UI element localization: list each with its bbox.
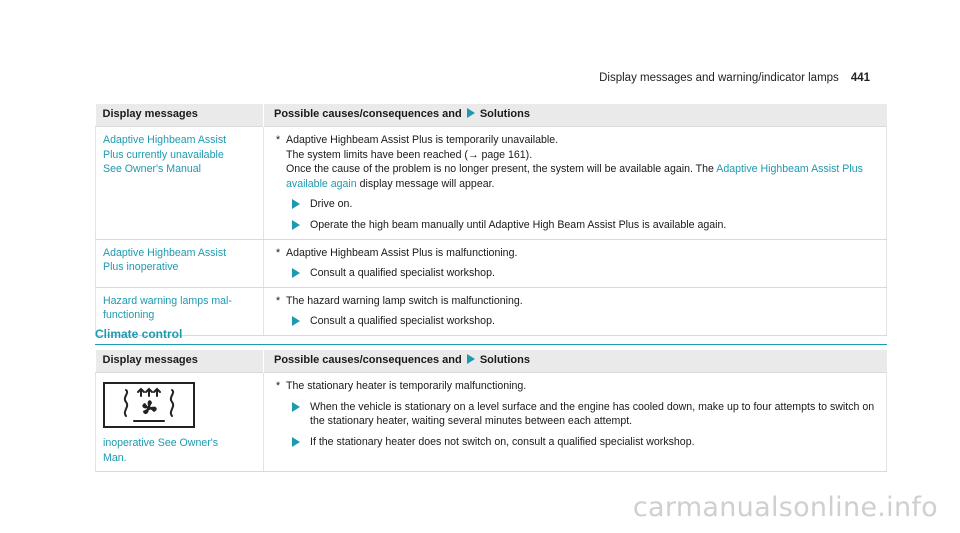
solution-step: When the vehicle is stationary on a level surface and the engine has cooled down, make up to four attempts to switch on the stationary heater, waiting several minutes between each attempt.: [276, 400, 880, 429]
column-header-messages: Display messages: [96, 350, 264, 373]
solution-step: Consult a qualified specialist workshop.: [276, 314, 880, 329]
message-line: Adaptive Highbeam Assist: [103, 134, 227, 146]
column-header-solutions-text: Solutions: [479, 108, 530, 121]
solution-step: If the stationary heater does not switch on, consult a qualified specialist workshop.: [276, 435, 880, 450]
section-title: Climate control: [95, 327, 887, 345]
message-cell: [96, 127, 264, 240]
cause-detail: The system limits have been reached (→ page 161).: [286, 148, 533, 161]
running-header: [599, 72, 870, 84]
message-line: Plus currently unavailable: [103, 148, 224, 161]
arrow-icon: [467, 354, 475, 364]
message-line: Man.: [103, 451, 127, 464]
page-number: 441: [850, 72, 870, 84]
column-header-causes-text: Possible causes/consequences and: [274, 108, 462, 121]
column-header-causes: Possible causes/consequences and Solutions: [264, 350, 887, 373]
header-title: Display messages and warning/indicator lamps: [599, 72, 839, 84]
display-messages-table-lighting: [95, 104, 887, 336]
solution-step: Consult a qualified specialist workshop.: [276, 266, 880, 281]
solution-step: Operate the high beam manually until Adaptive High Beam Assist Plus is available again.: [276, 218, 880, 233]
cause-cell: [264, 127, 887, 240]
message-line: inoperative See Owner's: [103, 437, 219, 449]
message-line: See Owner's Manual: [103, 163, 202, 176]
table-row: [96, 127, 887, 240]
cause-detail-2: Once the cause of the problem is no longer present, the system will be available again. The Adaptive Highbeam Assist Plus available again display message will appear.: [286, 163, 863, 190]
solution-step: Drive on.: [276, 197, 880, 212]
message-line: functioning: [103, 309, 155, 322]
cause-text: Adaptive Highbeam Assist Plus is temporarily unavailable.: [286, 134, 559, 146]
arrow-icon: [292, 402, 300, 412]
cause-cell: [264, 373, 887, 472]
table-row: [96, 239, 887, 287]
table-row: [96, 373, 887, 472]
message-line: Adaptive Highbeam Assist: [103, 246, 227, 259]
arrow-icon: [292, 268, 300, 278]
message-reference: Adaptive Highbeam Assist Plus available again: [286, 163, 863, 190]
cause-text: The hazard warning lamp switch is malfunctioning.: [286, 294, 523, 307]
arrow-icon: [292, 220, 300, 230]
message-line: Hazard warning lamps mal-: [103, 294, 232, 307]
cause-text: The stationary heater is temporarily malfunctioning.: [286, 380, 527, 392]
table-header-row: [96, 104, 887, 127]
arrow-icon: [292, 437, 300, 447]
display-messages-table-climate: [95, 350, 887, 472]
table-header-row: [96, 350, 887, 373]
cause-text: Adaptive Highbeam Assist Plus is malfunctioning.: [286, 246, 518, 259]
arrow-icon: [292, 316, 300, 326]
asterisk-marker: *: [276, 134, 281, 146]
stationary-heater-icon: [103, 382, 195, 428]
asterisk-marker: *: [276, 294, 281, 307]
cause-cell: [264, 239, 887, 287]
column-header-causes: [264, 104, 887, 127]
message-cell: [96, 373, 264, 472]
watermark: carmanualsonline.info: [632, 492, 938, 523]
asterisk-marker: *: [276, 246, 281, 259]
asterisk-marker: *: [276, 380, 281, 392]
column-header-messages: Display messages: [96, 104, 264, 127]
arrow-icon: [467, 108, 475, 118]
message-cell: [96, 239, 264, 287]
message-line: Plus inoperative: [103, 261, 179, 274]
arrow-icon: [292, 199, 300, 209]
